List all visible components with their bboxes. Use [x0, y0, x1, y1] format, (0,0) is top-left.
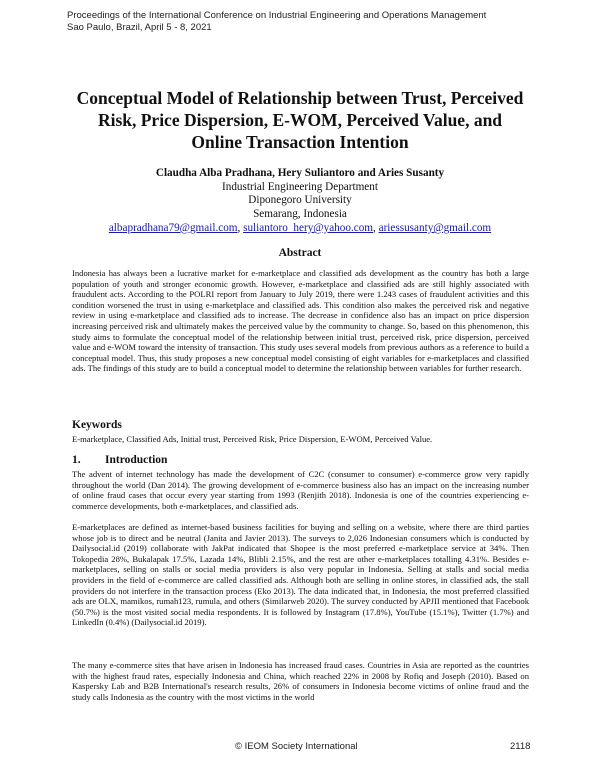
- email-link-3[interactable]: ariessusanty@gmail.com: [378, 221, 492, 234]
- email-link-1[interactable]: albapradhana79@gmail.com: [108, 221, 238, 234]
- author-department: Industrial Engineering Department: [222, 180, 378, 193]
- page-number: 2118: [510, 741, 531, 752]
- intro-paragraph-1: The advent of internet technology has made the development of C2C (consumer to consumer) e-commerce grow very rapidly throughout the world (Dan 2014). The growing development of e-commerce business also has an impact on the increasing number of online fraud cases that occur every year starting from 1993 (Renjith 2018). Indonesia is one of the countries experiencing e-commerce developments, both e-marketplaces, and classified ads.: [72, 469, 529, 511]
- author-names: Claudha Alba Pradhana, Hery Suliantoro and Aries Susanty: [155, 167, 445, 179]
- conference-name: Proceedings of the International Conference on Industrial Engineering and Operations Management: [67, 10, 487, 21]
- title-line-3: Online Transaction Intention: [191, 132, 409, 152]
- author-block: [60, 167, 540, 236]
- conference-location-date: Sao Paulo, Brazil, April 5 - 8, 2021: [67, 22, 212, 33]
- abstract-heading: Abstract: [278, 247, 322, 259]
- author-emails: [60, 222, 540, 236]
- keywords-heading: Keywords: [72, 419, 122, 431]
- intro-paragraph-3: The many e-commerce sites that have arisen in Indonesia has increased fraud cases. Countries in Asia are reported as the countries with the highest fraud rates, especially Indonesia and China, which reached 22% in 2008 by Rofiq and Joseph (2010). Based on Kaspersky Lab and B2B International's research results, 26% of consumers in Indonesia become victims of online fraud and the study calls Indonesia as the country with the most victims in the world: [72, 660, 529, 702]
- conference-header: [67, 10, 486, 34]
- title-line-1: Conceptual Model of Relationship between Trust, Perceived: [76, 88, 524, 108]
- email-separator: ,: [373, 221, 379, 234]
- abstract-text: Indonesia has always been a lucrative market for e-marketplace and classified ads development as the country has both a large population of youth and stronger economic growth. However, e-marketplace and classified ads are still highly associated with fraudulent acts. According to the POLRI report from January to July 2019, there were 1.243 cases of fraudulent activities and this condition worsened the trust in using e-marketplace and classified ads. This condition also makes the perceived risk and negative review in using e-marketplace and classified ads to increase. The decrease in confidence also has an impact on price dispersion increasing perceived risk and ultimately makes the perceived value by the community to change. So, based on this phenomenon, this study aims to formulate the conceptual model of the relationship between initial trust, perceived risk, price dispersion, perceived value and e-WOM toward the intensity of transaction. This study uses several models from previous authors as a reference to build a conceptual model. Thus, this study proposes a new conceptual model consisting of eight variables for e-marketplaces and classified ads. The findings of this study are to build a conceptual model to determine the relationship between variables for further research.: [72, 268, 529, 374]
- author-city: Semarang, Indonesia: [253, 208, 347, 221]
- author-university: Diponegoro University: [248, 194, 352, 207]
- title-line-2: Risk, Price Dispersion, E-WOM, Perceived Value, and: [97, 110, 503, 130]
- section-heading-introduction: [72, 454, 167, 466]
- email-separator: ,: [237, 221, 244, 234]
- section-title: Introduction: [105, 454, 168, 466]
- email-link-2[interactable]: suliantoro_hery@yahoo.com: [243, 221, 374, 234]
- intro-paragraph-2: E-marketplaces are defined as internet-based business facilities for buying and selling on a website, where there are third parties whose job is to direct and be neutral (Janita and Javier 2013). The surveys to 2,026 Indonesian consumers which is conducted by Dailysocial.id (2019) collaborate with JakPat indicated that Shopee is the most preferred e-marketplace service at 34%. Then Tokopedia 28%, Bukalapak 17.5%, Lazada 14%, Blibli 2.15%, and the rest are other e-marketplaces totalling 4.31%. Besides e-marketplaces, selling on stalls or social media providers is also very popular in Indonesia. Selling at stalls and social media providers in the field of e-commerce are called classified ads. Although both are selling in online stores, in classified ads, the stall providers do not interfere in the transaction process (Eko 2013). The data indicated that, in Indonesia, the most preferred classified ads are OLX, mamikos, rumah123, rumula, and others (Similarweb 2020). The survey conducted by APJII mentioned that Facebook (50.7%) is the most visited social media respondents. It is followed by Instagram (17.8%), YouTube (15.1%), Twitter (1.7%) and LinkedIn (0.4%) (Dailysocial.id 2019).: [72, 522, 529, 628]
- footer-copyright: © IEOM Society International: [235, 741, 358, 752]
- paper-title: [60, 87, 540, 153]
- section-number: 1.: [72, 454, 81, 466]
- keywords-text: E-marketplace, Classified Ads, Initial trust, Perceived Risk, Price Dispersion, E-WOM, Perceived Value.: [72, 434, 433, 444]
